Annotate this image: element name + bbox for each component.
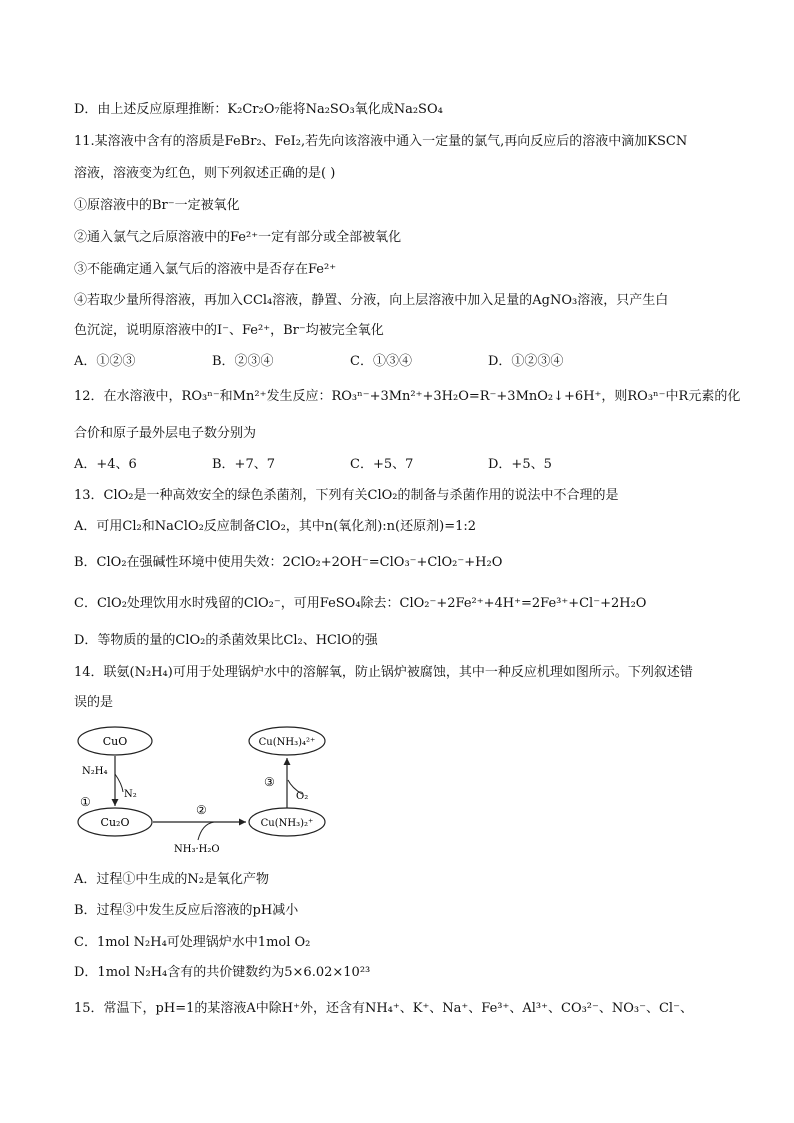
q11-statement-4-line2: 色沉淀，说明原溶液中的I⁻、Fe²⁺，Br⁻均被完全氧化 bbox=[74, 323, 384, 338]
reaction-mechanism-diagram bbox=[70, 724, 330, 864]
q14-option-d: D．1mol N₂H₄含有的共价键数约为5×6.02×10²³ bbox=[74, 965, 371, 980]
q11-stem-line1: 11.某溶液中含有的溶质是FeBr₂、FeI₂,若先向该溶液中通入一定量的氯气,再向反应后的溶液中滴加KSCN bbox=[74, 134, 688, 149]
cuo-label: CuO bbox=[102, 735, 128, 748]
q11-statement-1: ①原溶液中的Br⁻一定被氧化 bbox=[74, 198, 240, 213]
q12-options bbox=[74, 456, 552, 474]
q12-option-b: B．+7、7 bbox=[212, 457, 275, 472]
step3-label: ③ bbox=[264, 775, 275, 789]
q11-option-a: A．①②③ bbox=[74, 354, 136, 369]
q13-option-b: B．ClO₂在强碱性环境中使用失效：2ClO₂+2OH⁻=ClO₃⁻+ClO₂⁻+H₂O bbox=[74, 555, 503, 570]
q11-option-d: D．①②③④ bbox=[488, 354, 564, 369]
q12-stem-line2: 合价和原子最外层电子数分别为 bbox=[74, 426, 257, 441]
q13-option-c: C．ClO₂处理饮用水时残留的ClO₂⁻，可用FeSO₄除去：ClO₂⁻+2Fe²⁺+4H⁺=2Fe³⁺+Cl⁻+2H₂O bbox=[74, 596, 647, 611]
q11-option-c: C．①③④ bbox=[350, 354, 412, 369]
q14-option-a: A．过程①中生成的N₂是氧化产物 bbox=[74, 872, 269, 887]
q11-statement-4-line1: ④若取少量所得溶液，再加入CCl₄溶液，静置、分液，向上层溶液中加入足量的AgNO₃溶液，只产生白 bbox=[74, 293, 669, 308]
q12-option-d: D．+5、5 bbox=[488, 457, 552, 472]
q14-stem-line1: 14．联氨(N₂H₄)可用于处理锅炉水中的溶解氧，防止锅炉被腐蚀，其中一种反应机理如图所示。下列叙述错 bbox=[74, 665, 693, 680]
q12-option-c: C．+5、7 bbox=[350, 457, 414, 472]
q12-stem-line1: 12．在水溶液中，RO₃ⁿ⁻和Mn²⁺发生反应：RO₃ⁿ⁻+3Mn²⁺+3H₂O=R⁻+3MnO₂↓+6H⁺，则RO₃ⁿ⁻中R元素的化 bbox=[74, 389, 741, 404]
q11-options bbox=[74, 353, 563, 371]
q13-option-d: D．等物质的量的ClO₂的杀菌效果比Cl₂、HClO的强 bbox=[74, 633, 378, 648]
q11-stem-line2: 溶液，溶液变为红色，则下列叙述正确的是( ) bbox=[74, 166, 336, 181]
o2-label: O₂ bbox=[296, 791, 309, 802]
q13-option-a: A．可用Cl₂和NaClO₂反应制备ClO₂，其中n(氧化剂):n(还原剂)=1:2 bbox=[74, 519, 477, 534]
q11-statement-3: ③不能确定通入氯气后的溶液中是否存在Fe²⁺ bbox=[74, 262, 337, 277]
cunh32-label: Cu(NH₃)₂⁺ bbox=[260, 818, 314, 829]
q15-stem: 15．常温下，pH=1的某溶液A中除H⁺外，还含有NH₄⁺、K⁺、Na⁺、Fe³⁺、Al³⁺、CO₃²⁻、NO₃⁻、Cl⁻、 bbox=[74, 1001, 693, 1016]
q11-statement-2: ②通入氯气之后原溶液中的Fe²⁺一定有部分或全部被氧化 bbox=[74, 230, 402, 245]
n2-release-arrow bbox=[115, 774, 123, 792]
q11-option-b: B．②③④ bbox=[212, 354, 274, 369]
q14-option-b: B．过程③中发生反应后溶液的pH减小 bbox=[74, 903, 299, 918]
cu2o-label: Cu₂O bbox=[100, 816, 130, 829]
q14-option-c: C．1mol N₂H₄可处理锅炉水中1mol O₂ bbox=[74, 935, 311, 950]
cunh34-label: Cu(NH₃)₄²⁺ bbox=[258, 737, 316, 748]
step1-label: ① bbox=[80, 795, 91, 809]
q14-stem-line2: 误的是 bbox=[74, 695, 114, 710]
n2-label: N₂ bbox=[124, 789, 137, 800]
q10-option-d: D．由上述反应原理推断：K₂Cr₂O₇能将Na₂SO₃氧化成Na₂SO₄ bbox=[74, 102, 443, 117]
q12-option-a: A．+4、6 bbox=[74, 457, 137, 472]
step2-label: ② bbox=[196, 803, 207, 817]
nh3h2o-label: NH₃·H₂O bbox=[174, 844, 220, 855]
nh3-feed-arrow bbox=[198, 822, 214, 840]
q13-stem: 13．ClO₂是一种高效安全的绿色杀菌剂，下列有关ClO₂的制备与杀菌作用的说法中不合理的是 bbox=[74, 488, 619, 503]
n2h4-label: N₂H₄ bbox=[82, 766, 108, 777]
